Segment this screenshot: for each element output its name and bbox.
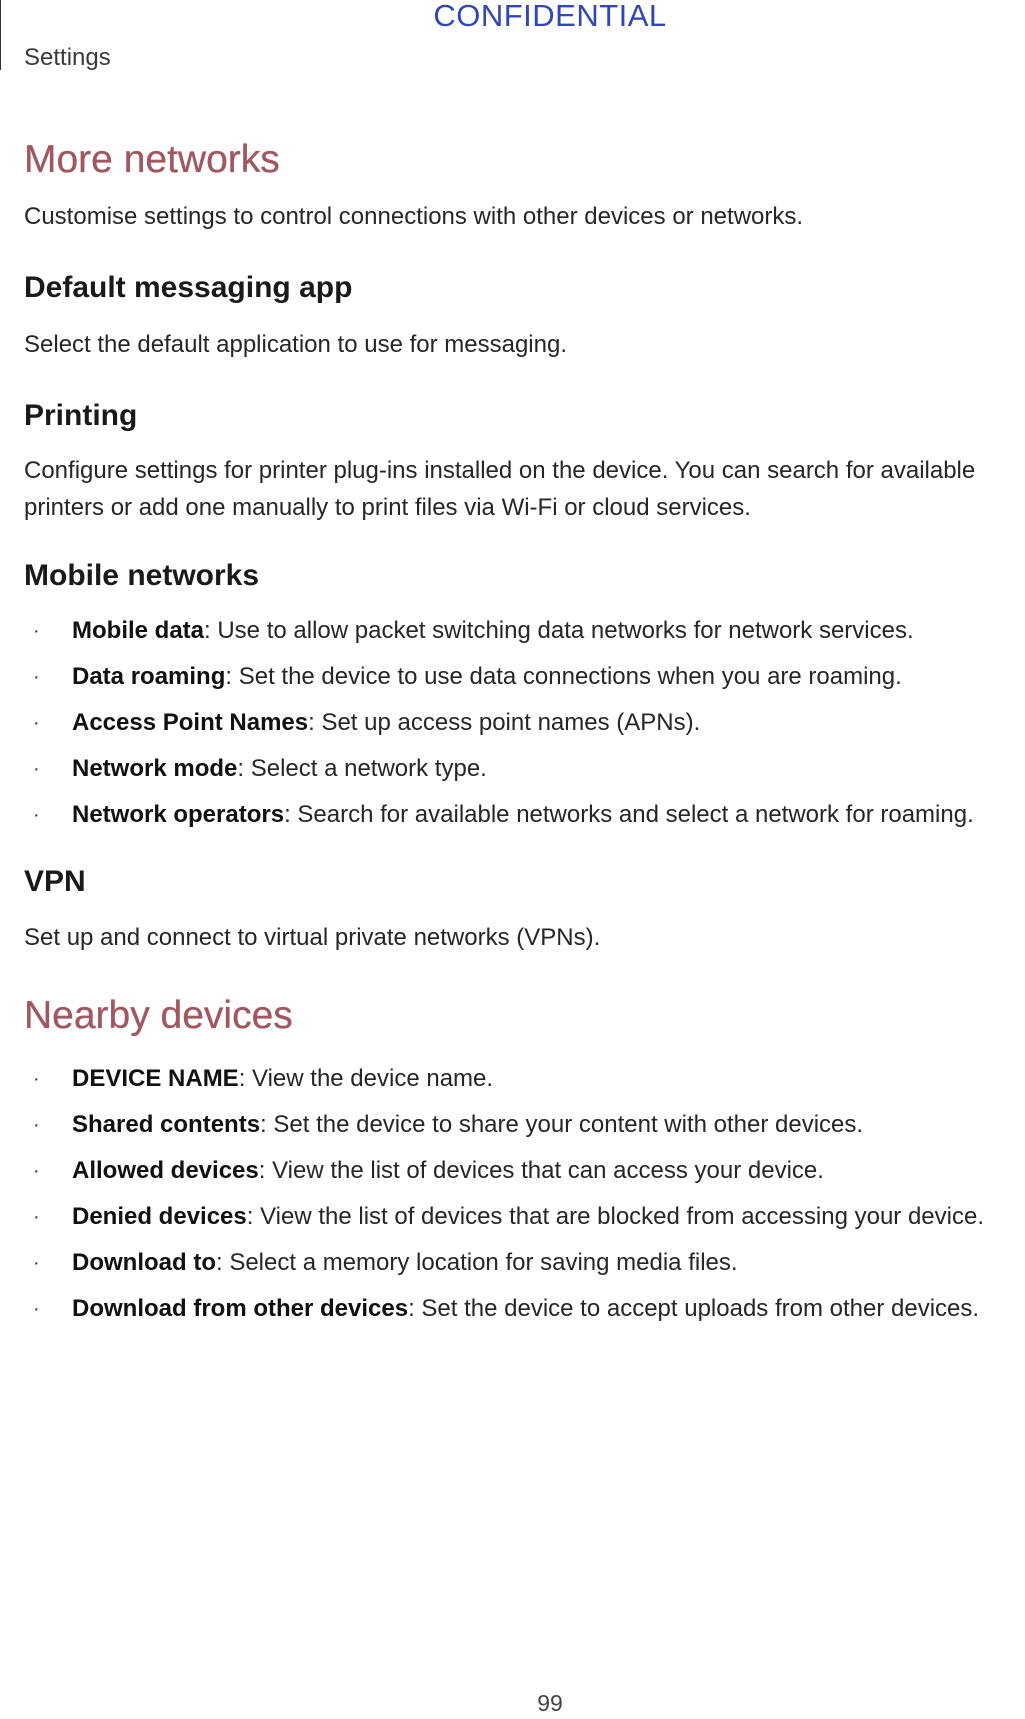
- list-item-term: DEVICE NAME: [72, 1065, 239, 1092]
- printing-description-line1: Configure settings for printer plug-ins installed on the device. You can search for available: [24, 457, 976, 484]
- list-item: [24, 1110, 1024, 1156]
- list-item-desc: : View the list of devices that are blocked from accessing your device.: [246, 1203, 984, 1230]
- printing-description: [24, 452, 1024, 526]
- bullet-icon: ·: [33, 1206, 40, 1228]
- list-item-term: Network mode: [72, 755, 238, 782]
- more-networks-title: More networks: [24, 138, 280, 181]
- nearby-devices-title: Nearby devices: [24, 994, 293, 1037]
- list-item-desc: : View the device name.: [238, 1065, 494, 1092]
- bullet-icon: ·: [33, 1252, 40, 1274]
- more-networks-description: Customise settings to control connections with other devices or networks.: [24, 203, 804, 230]
- bullet-icon: ·: [33, 620, 40, 642]
- list-item: [24, 754, 1024, 800]
- list-item-desc: : Set up access point names (APNs).: [308, 709, 701, 736]
- page-content: [24, 140, 1024, 1340]
- list-item-term: Denied devices: [72, 1203, 247, 1230]
- list-item: [24, 662, 1024, 708]
- bullet-icon: ·: [33, 1160, 40, 1182]
- list-item-term: Download from other devices: [72, 1295, 409, 1322]
- bullet-icon: ·: [33, 1068, 40, 1090]
- bullet-icon: ·: [33, 712, 40, 734]
- running-header: Settings: [24, 44, 111, 71]
- nearby-devices-list: [24, 1064, 1024, 1340]
- list-item-term: Download to: [72, 1249, 216, 1276]
- default-messaging-title: Default messaging app: [24, 271, 353, 304]
- header-rule: [0, 0, 1, 70]
- list-item-term: Allowed devices: [72, 1157, 259, 1184]
- page-number: 99: [537, 1690, 563, 1716]
- vpn-description: Set up and connect to virtual private networks (VPNs).: [24, 924, 601, 951]
- confidential-watermark: CONFIDENTIAL: [433, 0, 667, 33]
- printing-description-line2: printers or add one manually to print files via Wi-Fi or cloud services.: [24, 494, 751, 521]
- list-item: [24, 1294, 1024, 1340]
- bullet-icon: ·: [33, 1298, 40, 1320]
- list-item-term: Access Point Names: [72, 709, 309, 736]
- list-item-term: Network operators: [72, 801, 285, 828]
- list-item-desc: : View the list of devices that can access your device.: [258, 1157, 824, 1184]
- bullet-icon: ·: [33, 1114, 40, 1136]
- list-item: [24, 708, 1024, 754]
- list-item-desc: : Select a memory location for saving media files.: [215, 1249, 738, 1276]
- list-item: [24, 1248, 1024, 1294]
- bullet-icon: ·: [33, 758, 40, 780]
- bullet-icon: ·: [33, 666, 40, 688]
- list-item-desc: : Set the device to use data connections when you are roaming.: [225, 663, 902, 690]
- list-item: [24, 1202, 1024, 1248]
- list-item-desc: : Search for available networks and select a network for roaming.: [284, 801, 974, 828]
- printing-title: Printing: [24, 399, 138, 432]
- vpn-title: VPN: [24, 865, 86, 898]
- list-item-desc: : Set the device to accept uploads from other devices.: [408, 1295, 980, 1322]
- mobile-networks-list: [24, 616, 1024, 846]
- list-item-desc: : Select a network type.: [237, 755, 487, 782]
- list-item: [24, 616, 1024, 662]
- default-messaging-description: Select the default application to use for messaging.: [24, 331, 567, 358]
- bullet-icon: ·: [33, 804, 40, 826]
- list-item-term: Data roaming: [72, 663, 226, 690]
- list-item: [24, 1156, 1024, 1202]
- list-item-desc: : Use to allow packet switching data networks for network services.: [204, 617, 914, 644]
- list-item-desc: : Set the device to share your content with other devices.: [260, 1111, 864, 1138]
- list-item: [24, 800, 1024, 846]
- list-item-term: Mobile data: [72, 617, 205, 644]
- list-item: [24, 1064, 1024, 1110]
- mobile-networks-title: Mobile networks: [24, 559, 260, 592]
- list-item-term: Shared contents: [72, 1111, 261, 1138]
